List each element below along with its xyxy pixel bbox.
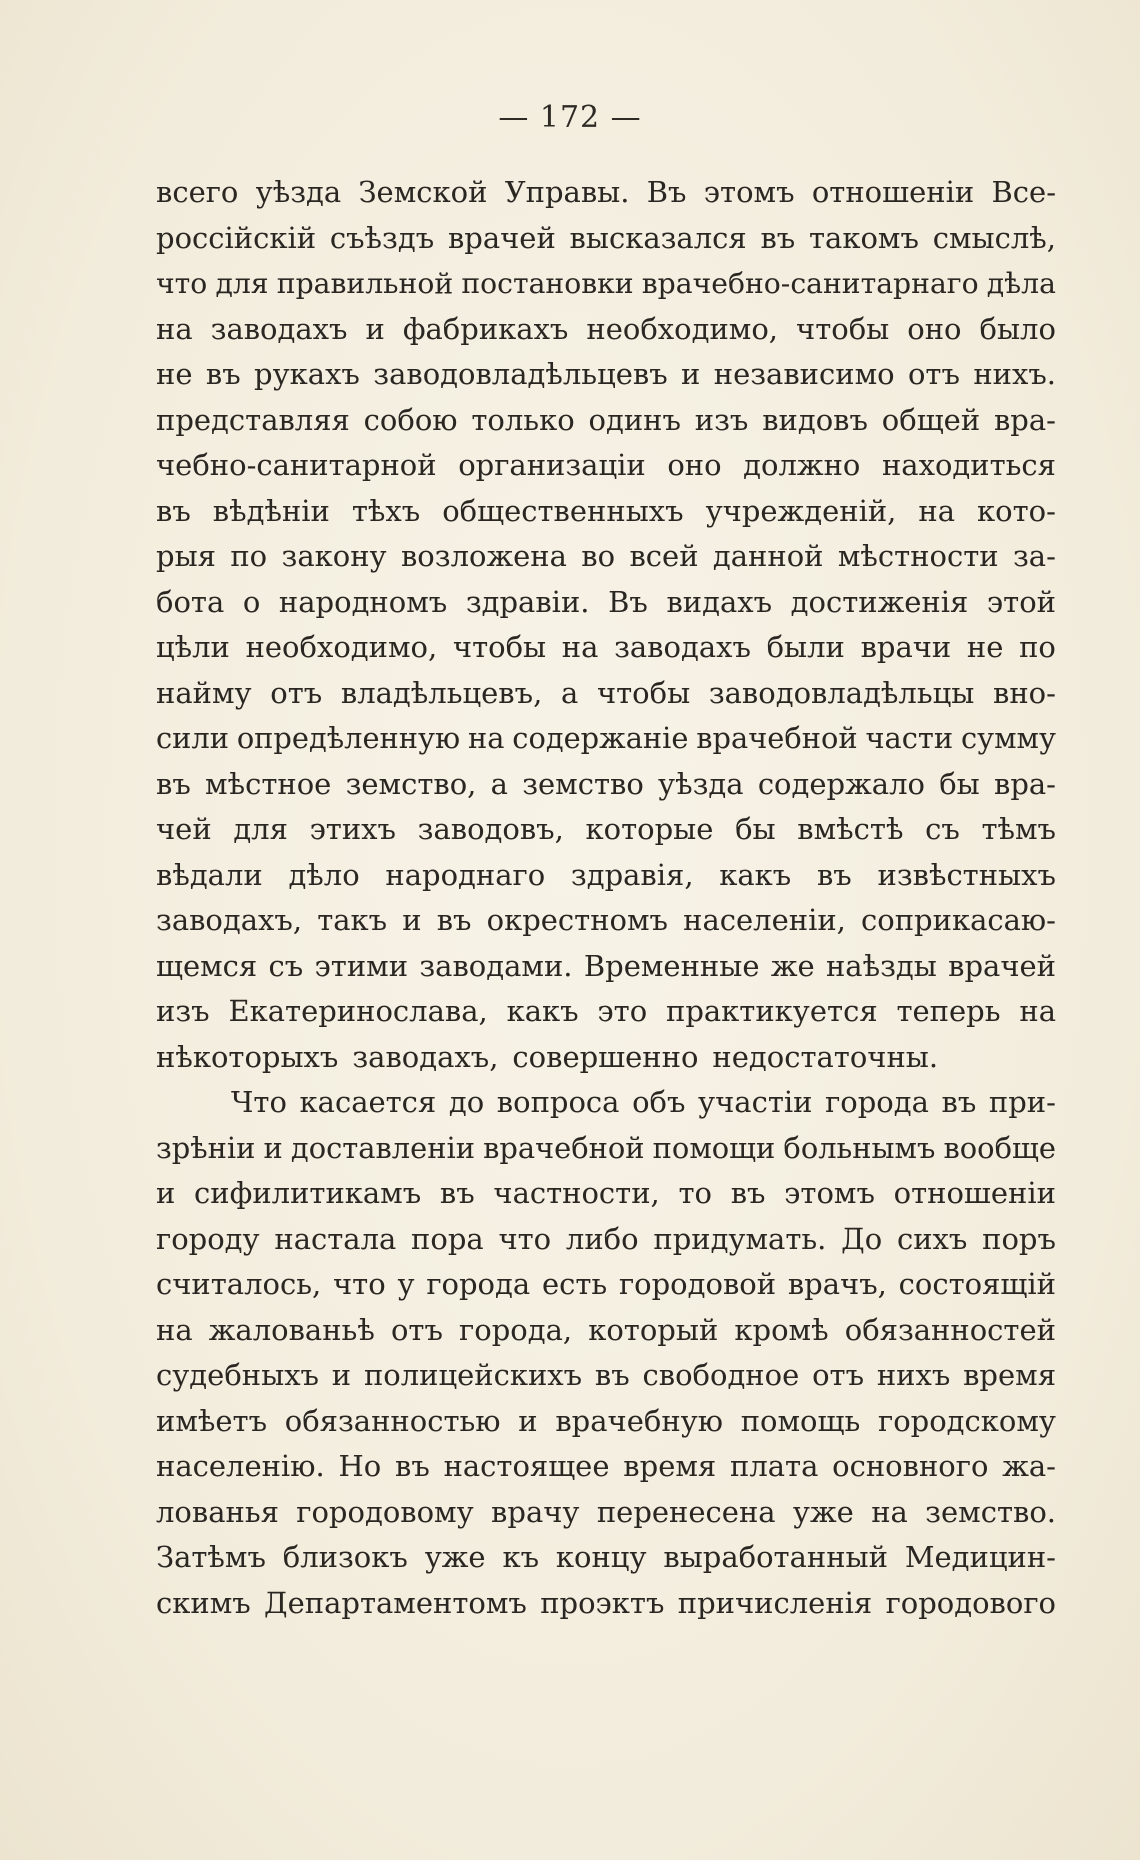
word: города — [426, 1267, 531, 1301]
word: состоящiй — [898, 1267, 1056, 1301]
word: данной — [712, 539, 824, 573]
word: же — [770, 948, 815, 983]
word: на — [467, 721, 505, 755]
word: нихъ. — [973, 357, 1056, 391]
word: опредѣленную — [236, 721, 461, 755]
word: на — [156, 311, 193, 346]
word: въ — [395, 1449, 430, 1483]
word: сихъ — [896, 1221, 968, 1256]
word: были — [766, 630, 845, 664]
word: по — [1019, 630, 1056, 664]
word: Медицин- — [904, 1540, 1056, 1574]
text-line — [156, 898, 1056, 944]
word: полицейскихъ — [363, 1358, 583, 1392]
word: врачебную — [555, 1403, 723, 1438]
word: касается — [299, 1085, 437, 1119]
word: необходимо, — [586, 311, 779, 346]
word: Екатеринослава, — [228, 994, 488, 1028]
word: учрежденiй, — [705, 493, 897, 528]
word: Въ — [646, 175, 687, 209]
word: заводахъ, — [352, 1039, 499, 1074]
word: щемся — [156, 948, 258, 983]
word: время — [963, 1358, 1056, 1392]
word: соприкасаю- — [861, 903, 1056, 937]
text-line — [156, 1217, 1056, 1263]
word: врачи — [860, 630, 952, 664]
word: населенiи, — [683, 903, 846, 937]
word: какъ — [719, 857, 792, 892]
word: вра- — [994, 766, 1056, 801]
text-line — [156, 989, 1056, 1035]
text-line — [156, 352, 1056, 398]
text-line — [156, 1171, 1056, 1217]
body-text — [156, 170, 1056, 1626]
word: врачебной — [696, 721, 858, 755]
text-line — [156, 307, 1056, 353]
word: кото- — [977, 493, 1056, 528]
word: уѣзда — [658, 766, 744, 801]
word: всей — [629, 539, 699, 573]
word: мѣстности — [837, 539, 999, 573]
word: организацiи — [458, 448, 646, 482]
word: въ — [205, 357, 241, 391]
word: врачей — [948, 948, 1056, 983]
word: для — [233, 812, 288, 846]
word: оно — [667, 448, 722, 482]
word: и — [402, 903, 422, 937]
word: До — [841, 1221, 883, 1256]
word: что — [156, 267, 208, 300]
word: кромѣ — [734, 1312, 829, 1347]
word: больнымъ — [783, 1130, 936, 1165]
word: уже — [424, 1540, 486, 1574]
word: которые — [585, 812, 714, 846]
word: мѣстное — [205, 766, 332, 801]
word: и — [156, 1176, 176, 1210]
text-line — [156, 489, 1056, 535]
word: правильной — [276, 267, 454, 300]
word: чебно-санитарной — [156, 448, 437, 482]
word: до — [448, 1085, 485, 1119]
word: смыслѣ, — [932, 220, 1056, 255]
word: помощь — [740, 1403, 861, 1438]
word: сили — [156, 721, 229, 755]
word: придумать. — [653, 1221, 827, 1256]
text-line — [156, 1490, 1056, 1536]
word: и — [331, 1358, 352, 1392]
word: это — [597, 994, 648, 1028]
text-line — [156, 1308, 1056, 1354]
word: вмѣстѣ — [797, 812, 904, 846]
word: содержало — [757, 766, 925, 801]
word: городовой — [618, 1267, 777, 1301]
word: должно — [743, 448, 861, 482]
word: теперь — [896, 994, 1001, 1028]
word: чтобы — [796, 311, 890, 346]
word: Земской — [358, 175, 488, 209]
word: близокъ — [282, 1540, 408, 1574]
word: Управы. — [504, 175, 630, 209]
word: окрестномъ — [486, 903, 669, 937]
word: врачебно-санитарнаго — [641, 267, 979, 300]
word: заводахъ — [614, 630, 751, 664]
word: что — [498, 1221, 552, 1256]
word: этими — [314, 948, 409, 983]
word: здравiя, — [570, 857, 694, 892]
word: городового — [885, 1585, 1056, 1620]
text-line — [156, 443, 1056, 489]
word: участiи — [698, 1085, 813, 1119]
word: найму — [156, 675, 252, 710]
word: земство. — [925, 1494, 1056, 1529]
word: независимо — [713, 357, 895, 391]
word: а — [490, 766, 508, 801]
word: сифилитикамъ — [194, 1176, 422, 1210]
word: поръ — [982, 1221, 1056, 1256]
text-line — [156, 1126, 1056, 1172]
word: доставленiи — [290, 1130, 475, 1165]
word: врачебной — [483, 1130, 645, 1165]
word: имѣетъ — [156, 1403, 268, 1438]
word: заводовладѣльцы — [708, 675, 975, 710]
word: здравiи. — [465, 584, 590, 619]
word: въ — [941, 1085, 977, 1119]
word: россiйскiй — [156, 220, 317, 255]
text-line — [156, 1535, 1056, 1581]
word: обязанностей — [844, 1312, 1056, 1347]
word: бы — [939, 766, 980, 801]
text-line — [156, 398, 1056, 444]
word: только — [471, 402, 575, 437]
word: совершенно — [512, 1039, 699, 1074]
word: въ — [730, 1176, 766, 1210]
word: въ — [760, 220, 796, 255]
word: съ — [925, 812, 960, 846]
word: заводовъ, — [417, 812, 564, 846]
word: наѣзды — [825, 948, 937, 983]
word: у — [397, 1267, 415, 1301]
word: чтобы — [596, 675, 691, 710]
word: и — [681, 357, 701, 391]
word: на — [561, 630, 599, 664]
word: зрѣнiи — [156, 1130, 256, 1165]
word: заводами. — [419, 948, 573, 983]
word: Департаментомъ — [264, 1585, 527, 1620]
text-line — [156, 853, 1056, 899]
word: какъ — [506, 994, 579, 1028]
word: въ — [816, 857, 852, 892]
word: тѣмъ — [981, 812, 1056, 846]
word: считалось, — [156, 1267, 322, 1301]
text-line — [156, 1262, 1056, 1308]
word: части — [865, 721, 954, 755]
word: извѣстныхъ — [877, 857, 1056, 892]
word: необходимо, — [245, 630, 438, 664]
word: нѣкоторыхъ — [156, 1039, 339, 1074]
word: этомъ — [703, 175, 795, 209]
word: обязанностью — [284, 1403, 501, 1438]
word: города — [825, 1085, 929, 1119]
word: къ — [502, 1540, 540, 1574]
word: земство, — [345, 766, 477, 801]
word: въ — [436, 903, 472, 937]
word: плата — [729, 1449, 819, 1483]
word: недостаточны. — [712, 1039, 939, 1074]
word: частности, — [493, 1176, 660, 1210]
word: на — [156, 1312, 193, 1347]
word: вѣдѣнiи — [212, 493, 330, 528]
word: рыя — [156, 539, 216, 573]
text-line — [156, 762, 1056, 808]
text-line — [156, 944, 1056, 990]
word: въ — [156, 493, 191, 528]
word: пора — [411, 1221, 484, 1256]
word: жа- — [1002, 1449, 1056, 1483]
word: бы — [735, 812, 776, 846]
word: закону — [281, 539, 387, 573]
word: практикуется — [666, 994, 878, 1028]
word: въ — [594, 1358, 630, 1392]
word: владѣльцевъ, — [340, 675, 543, 710]
word: Въ — [608, 584, 648, 619]
word: было — [979, 311, 1056, 346]
word: вно- — [993, 675, 1056, 710]
word: этихъ — [309, 812, 396, 846]
text-line — [156, 625, 1056, 671]
word: причисленiя — [677, 1585, 873, 1620]
word: видахъ — [666, 584, 773, 619]
word: и — [263, 1130, 283, 1165]
word: и — [518, 1403, 538, 1438]
word: этомъ — [784, 1176, 875, 1210]
word: представляя — [156, 402, 350, 437]
word: а — [560, 675, 579, 710]
word: уѣзда — [255, 175, 342, 209]
page-number: — 172 — — [498, 100, 642, 135]
text-line — [156, 671, 1056, 717]
word: дѣла — [986, 267, 1056, 300]
word: заводахъ — [210, 311, 348, 346]
word: врачей — [447, 220, 556, 255]
word: высказался — [569, 220, 747, 255]
text-line — [156, 1444, 1056, 1490]
word: съ — [268, 948, 304, 983]
word: за- — [1012, 539, 1056, 573]
word: отношенiи — [893, 1176, 1056, 1210]
word: вообще — [943, 1130, 1056, 1165]
word: оно — [907, 311, 962, 346]
word: проэктъ — [540, 1585, 665, 1620]
word: отъ — [390, 1312, 443, 1347]
word: основного — [832, 1449, 989, 1483]
word: населенiю. — [156, 1449, 325, 1483]
word: то — [678, 1176, 712, 1210]
word: тѣхъ — [351, 493, 421, 528]
word: такомъ — [809, 220, 919, 255]
word: городскому — [878, 1403, 1056, 1438]
text-line — [156, 1080, 1056, 1126]
word: заводахъ, — [156, 903, 303, 937]
word: судебныхъ — [156, 1358, 319, 1392]
text-line — [156, 1581, 1056, 1627]
word: отъ — [270, 675, 323, 710]
word: заводовладѣльцевъ — [373, 357, 668, 391]
word: не — [966, 630, 1004, 664]
word: не — [156, 357, 193, 391]
word: вра- — [993, 402, 1056, 437]
word: объ — [632, 1085, 686, 1119]
word: время — [623, 1449, 717, 1483]
word: цѣли — [156, 630, 230, 664]
text-line — [156, 1353, 1056, 1399]
word: уже — [792, 1494, 854, 1529]
word: на — [1019, 994, 1056, 1028]
word: въ — [156, 766, 191, 801]
word: скимъ — [156, 1585, 251, 1620]
word: по — [230, 539, 268, 573]
word: Что — [231, 1085, 287, 1119]
text-line — [156, 580, 1056, 626]
word: помощи — [652, 1130, 776, 1165]
word: вѣдали — [156, 857, 263, 892]
word: сумму — [960, 721, 1056, 755]
word: находиться — [881, 448, 1056, 482]
word: на — [918, 493, 956, 528]
word: свободное — [642, 1358, 800, 1392]
text-line — [156, 1035, 1056, 1081]
word: чей — [156, 812, 212, 846]
word: земство — [522, 766, 644, 801]
word: собою — [363, 402, 458, 437]
word: отъ — [907, 357, 960, 391]
word: настоящее — [443, 1449, 610, 1483]
word: Но — [338, 1449, 382, 1483]
word: врачу — [491, 1494, 580, 1529]
word: настала — [274, 1221, 397, 1256]
word: общественныхъ — [442, 493, 684, 528]
word: одинъ — [588, 402, 681, 437]
text-line — [156, 216, 1056, 262]
word: постановки — [461, 267, 634, 300]
word: рукахъ — [254, 357, 360, 391]
word: въ — [439, 1176, 475, 1210]
word: выработанный — [663, 1540, 888, 1574]
word: лованья — [156, 1494, 279, 1529]
word: отношенiи — [811, 175, 975, 209]
word: народномъ — [278, 584, 448, 619]
word: Все- — [991, 175, 1056, 209]
text-line — [156, 261, 1056, 307]
word: дѣло — [288, 857, 360, 892]
word: видовъ — [762, 402, 868, 437]
word: нихъ — [876, 1358, 951, 1392]
text-line — [156, 534, 1056, 580]
word: для — [215, 267, 269, 300]
word: концу — [555, 1540, 647, 1574]
text-line — [156, 170, 1056, 216]
word: съѣздъ — [329, 220, 435, 255]
word: возложена — [400, 539, 567, 573]
text-line — [156, 807, 1056, 853]
word: такъ — [317, 903, 388, 937]
word: о — [242, 584, 261, 619]
word: врачъ, — [787, 1267, 887, 1301]
word: вопроса — [496, 1085, 620, 1119]
word: во — [581, 539, 616, 573]
word: этой — [986, 584, 1056, 619]
word: при- — [988, 1085, 1056, 1119]
word: города, — [459, 1312, 573, 1347]
word: что — [333, 1267, 386, 1301]
word: жалованьѣ — [208, 1312, 375, 1347]
word: всего — [156, 175, 239, 209]
word: Временные — [583, 948, 760, 983]
word: на — [871, 1494, 908, 1529]
word: изъ — [694, 402, 749, 437]
word: народнаго — [385, 857, 546, 892]
word: городу — [156, 1221, 260, 1256]
text-line — [156, 716, 1056, 762]
word: который — [588, 1312, 719, 1347]
word: чтобы — [452, 630, 547, 664]
word: изъ — [156, 994, 210, 1028]
word: перенесена — [596, 1494, 776, 1529]
word: фабрикахъ — [402, 311, 569, 346]
text-line — [156, 1399, 1056, 1445]
word: городовому — [296, 1494, 474, 1529]
word: есть — [541, 1267, 608, 1301]
word: бота — [156, 584, 225, 619]
word: и — [365, 311, 385, 346]
word: отъ — [812, 1358, 865, 1392]
word: Затѣмъ — [156, 1540, 266, 1574]
word: содержанiе — [512, 721, 689, 755]
word: достиженiя — [790, 584, 969, 619]
word: общей — [881, 402, 981, 437]
word: либо — [565, 1221, 639, 1256]
